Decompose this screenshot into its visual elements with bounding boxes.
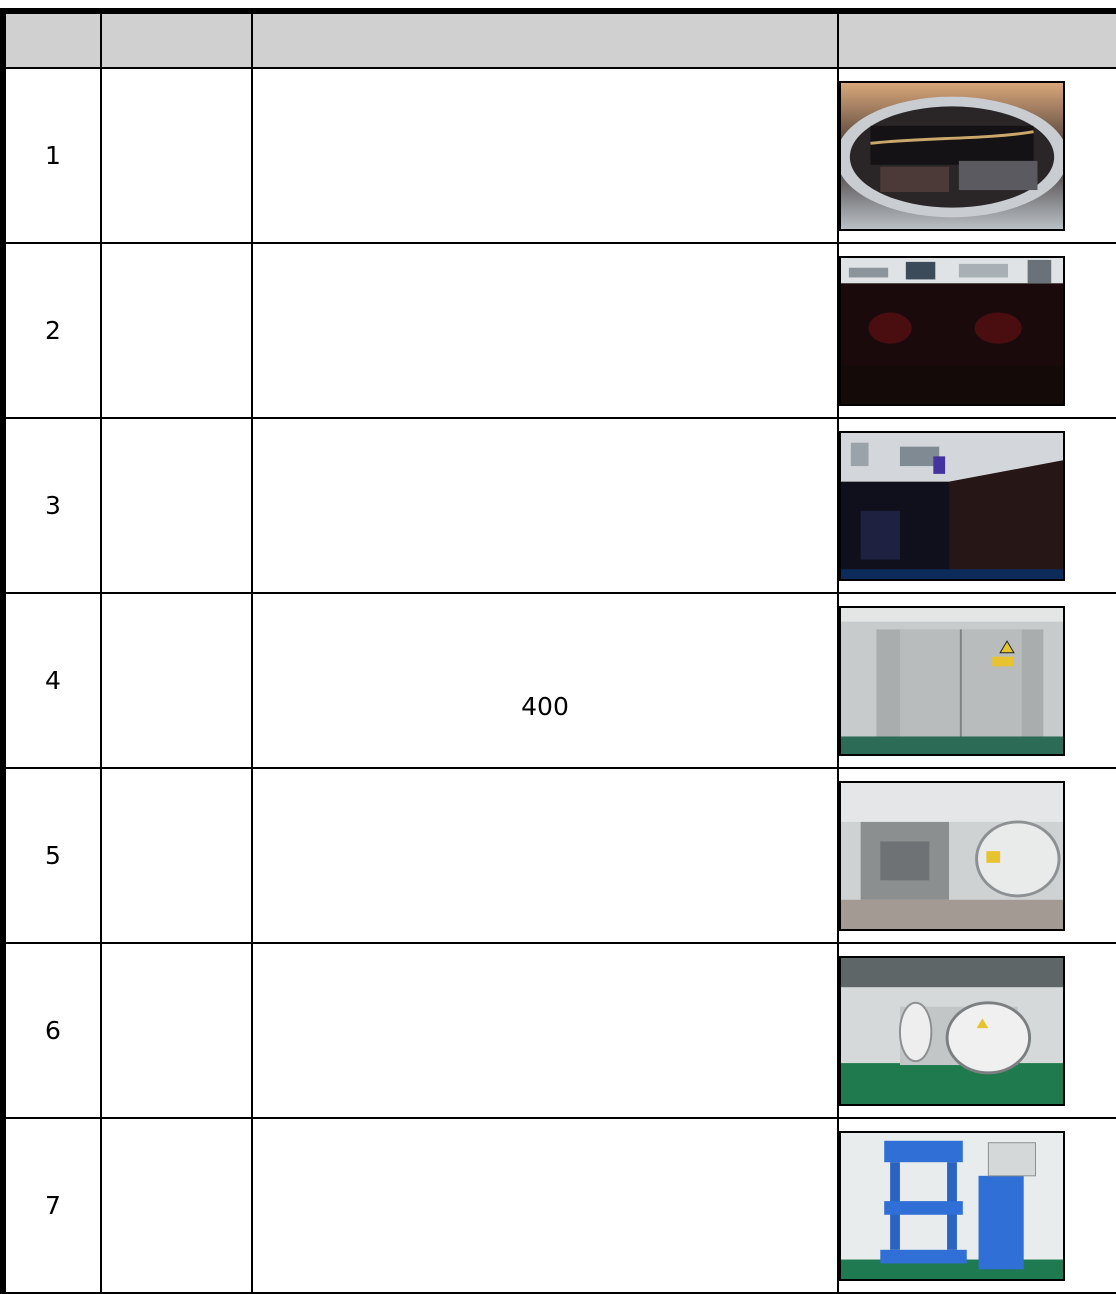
equipment-photo-autoclave-green-floor [839,956,1065,1106]
row-description-text [253,130,837,182]
row-description-text [253,305,837,357]
table-row [3,593,1116,768]
table-row [3,243,1116,418]
table-row [3,768,1116,943]
row-description-text: 400 [521,692,569,721]
row-description-text [253,1005,837,1057]
row-photo-cell [838,68,1116,243]
equipment-photo-grey-oven [839,606,1065,756]
equipment-photo-round-chamber [839,81,1065,231]
row-number: 2 [3,243,101,418]
table-row [3,418,1116,593]
row-name [101,1118,252,1293]
table-row [3,68,1116,243]
header-number [3,11,101,68]
row-photo-cell [838,418,1116,593]
row-number: 7 [3,1118,101,1293]
row-name [101,418,252,593]
header-name [101,11,252,68]
row-photo-cell [838,593,1116,768]
row-photo-cell [838,243,1116,418]
equipment-photo-dark-machines [839,256,1065,406]
row-number: 5 [3,768,101,943]
row-number: 1 [3,68,101,243]
row-photo-cell [838,943,1116,1118]
row-name [101,768,252,943]
equipment-photo-autoclave-hall [839,781,1065,931]
row-name [101,68,252,243]
row-photo-cell [838,1118,1116,1293]
row-description [252,943,838,1118]
row-description-text [253,480,837,532]
table-row [3,943,1116,1118]
equipment-table [0,8,1116,1294]
row-description-text [253,1180,837,1232]
row-name [101,243,252,418]
equipment-photo-blue-press [839,1131,1065,1281]
row-photo-cell [838,768,1116,943]
row-description [252,593,838,768]
row-description-text [253,830,837,882]
row-description [252,68,838,243]
row-number: 3 [3,418,101,593]
table-header-row [3,11,1116,68]
row-description [252,243,838,418]
row-number: 4 [3,593,101,768]
row-number: 6 [3,943,101,1118]
row-description [252,768,838,943]
header-photo [838,11,1116,68]
row-description [252,1118,838,1293]
table-row [3,1118,1116,1293]
row-description [252,418,838,593]
header-description [252,11,838,68]
row-name [101,943,252,1118]
equipment-photo-workshop-platform [839,431,1065,581]
row-name [101,593,252,768]
